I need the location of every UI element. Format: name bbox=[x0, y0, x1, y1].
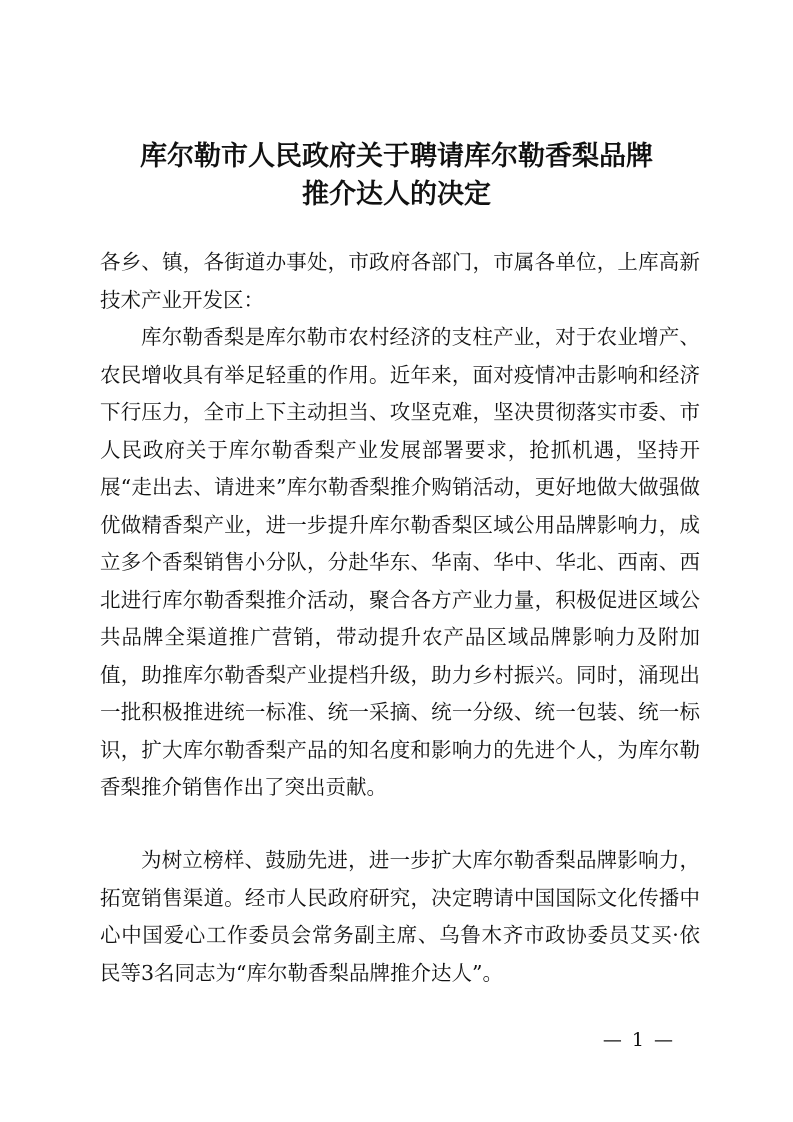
page-number: — 1 — bbox=[602, 1029, 675, 1051]
paragraph-2: 为树立榜样、鼓励先进，进一步扩大库尔勒香梨品牌影响力，拓宽销售渠道。经市人民政府研究，决定聘请中国国际文化传播中心中国爱心工作委员会常务副主席、乌鲁木齐市政协委员艾买·依民等3名同志为“库尔勒香梨品牌推介达人”。 bbox=[100, 848, 700, 985]
document-title-line-1: 库尔勒市人民政府关于聘请库尔勒香梨品牌 bbox=[140, 141, 653, 172]
salutation: 各乡、镇，各街道办事处，市政府各部门，市属各单位，上库高新技术产业开发区： bbox=[100, 250, 700, 312]
document-title-line-2: 推介达人的决定 bbox=[302, 179, 491, 210]
paragraph-1: 库尔勒香梨是库尔勒市农村经济的支柱产业，对于农业增产、农民增收具有举足轻重的作用。近年来，面对疫情冲击影响和经济下行压力，全市上下主动担当、攻坚克难，坚决贯彻落实市委、市人民政府关于库尔勒香梨产业发展部署要求，抢抓机遇，坚持开展“走出去、请进来”库尔勒香梨推介购销活动，更好地做大做强做优做精香梨产业，进一步提升库尔勒香梨区域公用品牌影响力，成立多个香梨销售小分队，分赴华东、华南、华中、华北、西南、西北进行库尔勒香梨推介活动，聚合各方产业力量，积极促进区域公共品牌全渠道推广营销，带动提升农产品区域品牌影响力及附加值，助推库尔勒香梨产业提档升级，助力乡村振兴。同时，涌现出一批积极推进统一标准、统一采摘、统一分级、统一包装、统一标识，扩大库尔勒香梨产品的知名度和影响力的先进个人，为库尔勒香梨推介销售作出了突出贡献。 bbox=[100, 325, 700, 799]
